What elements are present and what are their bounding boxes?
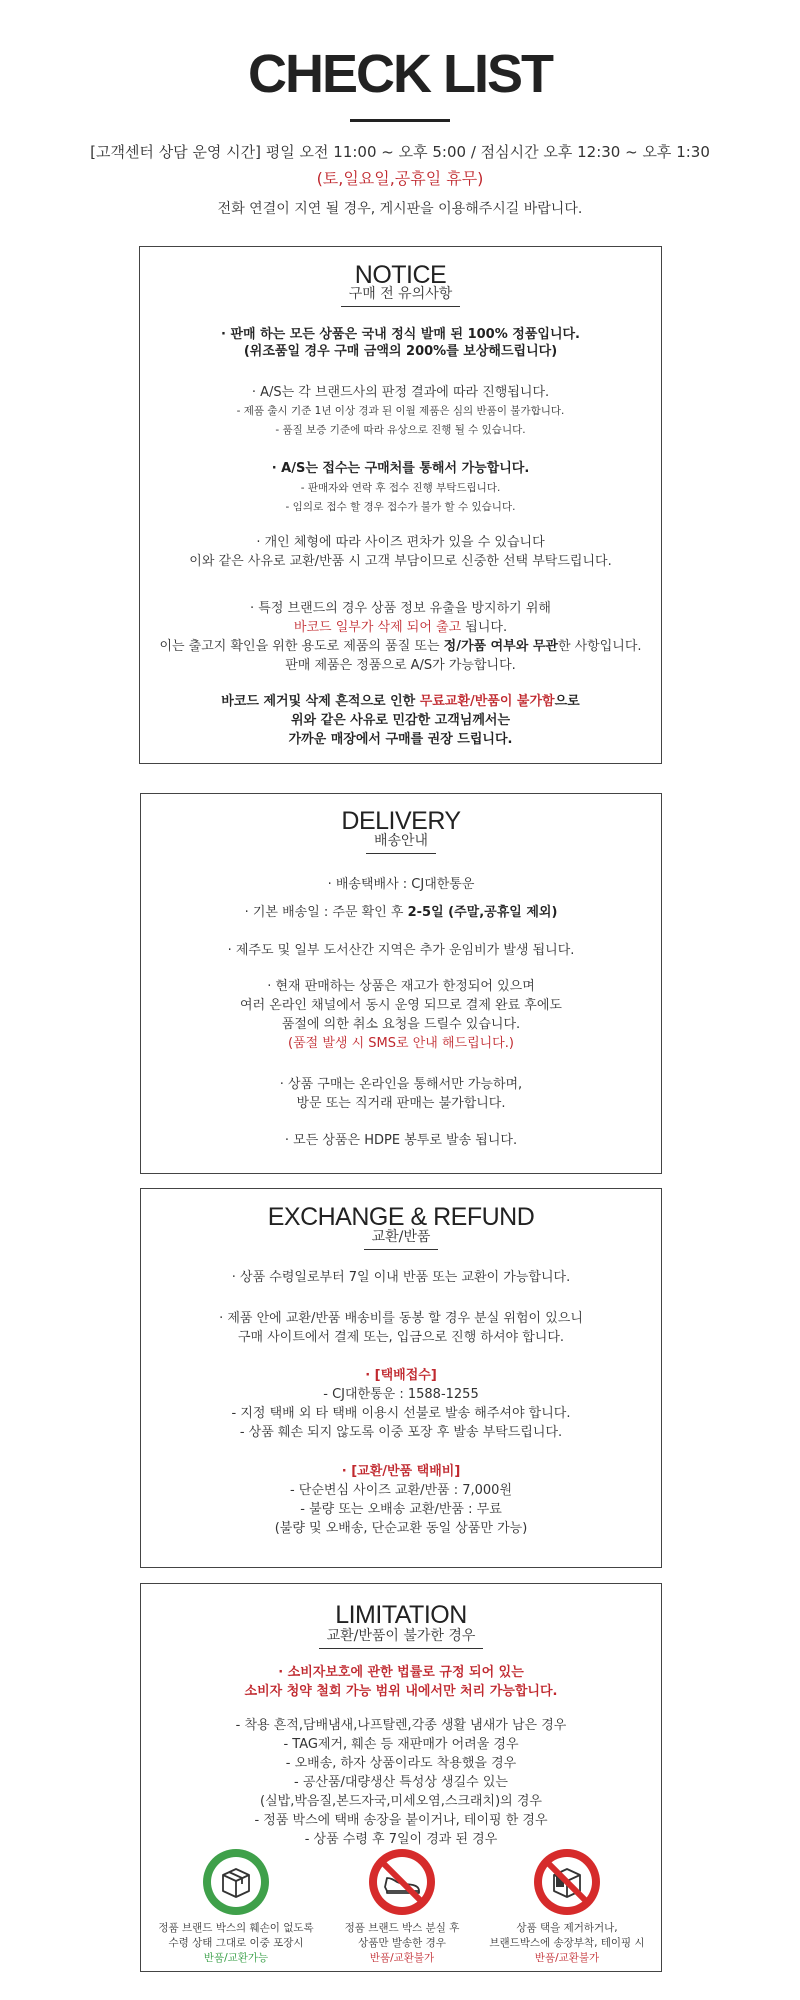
limitation-line: - 정품 박스에 택배 송장을 붙이거나, 테이핑 한 경우 bbox=[254, 1813, 548, 1828]
exchange-line: - 상품 훼손 되지 않도록 이중 포장 후 발송 부탁드립니다. bbox=[239, 1425, 563, 1440]
exchange-line: · 상품 수령일로부터 7일 이내 반품 또는 교환이 가능합니다. bbox=[231, 1270, 571, 1285]
notice-line: - 품질 보증 기준에 따라 유상으로 진행 될 수 있습니다. bbox=[275, 424, 526, 436]
notice-line: - 임의로 접수 할 경우 접수가 불가 할 수 있습니다. bbox=[285, 501, 516, 513]
notice-line: 이와 같은 사유로 교환/반품 시 고객 부담이므로 신중한 선택 부탁드립니다. bbox=[189, 554, 612, 569]
notice-line: 위와 같은 사유로 민감한 고객님께서는 bbox=[290, 713, 511, 728]
limitation-line: - TAG제거, 훼손 등 재판매가 어려울 경우 bbox=[283, 1737, 519, 1752]
icon-caption: 상품 택을 제거하거나, 브랜드박스에 송장부착, 테이핑 시 반품/교환불가 bbox=[489, 1922, 645, 1964]
exchange-line: · 제품 안에 교환/반품 배송비를 동봉 할 경우 분실 위험이 있으니 bbox=[219, 1311, 583, 1326]
limitation-line: - 상품 수령 후 7일이 경과 된 경우 bbox=[304, 1832, 498, 1847]
exchange-line: · [택배접수] bbox=[365, 1368, 437, 1383]
delivery-title: DELIVERY bbox=[341, 807, 461, 835]
notice-line: - 판매자와 연락 후 접수 진행 부탁드립니다. bbox=[300, 482, 501, 494]
limitation-section bbox=[140, 1583, 662, 1972]
notice-line: · 개인 체형에 따라 사이즈 편차가 있을 수 있습니다 bbox=[256, 535, 545, 550]
notice-subtitle: 구매 전 유의사항 bbox=[140, 285, 661, 307]
notice-line: 이는 출고지 확인을 위한 용도로 제품의 품질 또는 정/가품 여부와 무관한 사항입니다. bbox=[159, 639, 642, 654]
page-title: CHECK LIST bbox=[248, 44, 552, 104]
no-box-tape-icon bbox=[532, 1847, 602, 1917]
delivery-line: 여러 온라인 채널에서 동시 운영 되므로 결제 완료 후에도 bbox=[240, 998, 562, 1013]
notice-line: · 특정 브랜드의 경우 상품 정보 유출을 방지하기 위해 bbox=[250, 601, 551, 616]
limitation-title: LIMITATION bbox=[335, 1601, 467, 1629]
notice-line: - 제품 출시 기준 1년 이상 경과 된 이월 제품은 심의 반품이 불가합니다. bbox=[236, 405, 565, 417]
exchange-title: EXCHANGE & REFUND bbox=[267, 1203, 535, 1231]
notice-line: · A/S는 접수는 구매처를 통해서 가능합니다. bbox=[271, 461, 530, 476]
notice-line: 판매 제품은 정품으로 A/S가 가능합니다. bbox=[285, 658, 516, 673]
notice-title: NOTICE bbox=[354, 261, 447, 289]
exchange-line: 구매 사이트에서 결제 또는, 입금으로 진행 하셔야 합니다. bbox=[237, 1330, 565, 1345]
notice-line: · 판매 하는 모든 상품은 국내 정식 발매 된 100% 정품입니다. bbox=[220, 327, 581, 342]
exchange-line: - 단순변심 사이즈 교환/반품 : 7,000원 bbox=[289, 1483, 513, 1498]
limitation-line: (실밥,박음질,본드자국,미세오염,스크래치)의 경우 bbox=[260, 1794, 542, 1809]
exchange-line: - 지정 택배 외 타 택배 이용시 선불로 발송 해주셔야 합니다. bbox=[231, 1406, 571, 1421]
notice-line: (위조품일 경우 구매 금액의 200%를 보상해드립니다) bbox=[243, 344, 558, 359]
icon-caption: 정품 브랜드 박스의 훼손이 없도록 수령 상태 그대로 이중 포장시 반품/교환가능 bbox=[158, 1922, 314, 1964]
notice-line: 바코드 일부가 삭제 되어 출고 됩니다. bbox=[293, 620, 508, 635]
exchange-subtitle: 교환/반품 bbox=[141, 1228, 661, 1250]
no-shoe-icon bbox=[367, 1847, 437, 1917]
delivery-line: · 모든 상품은 HDPE 봉투로 발송 됩니다. bbox=[284, 1133, 518, 1148]
limitation-line: - 착용 흔적,담배냄새,나프탈렌,각종 생활 냄새가 남은 경우 bbox=[235, 1718, 567, 1733]
limitation-subtitle: 교환/반품이 불가한 경우 bbox=[141, 1627, 661, 1649]
exchange-line: - 불량 또는 오배송 교환/반품 : 무료 bbox=[300, 1502, 502, 1517]
limitation-line: · 소비자보호에 관한 법률로 규정 되어 있는 bbox=[278, 1665, 524, 1680]
notice-line: 바코드 제거및 삭제 흔적으로 인한 무료교환/반품이 불가함으로 bbox=[221, 694, 580, 709]
delivery-line: · 배송택배사 : CJ대한통운 bbox=[327, 877, 475, 892]
notice-section bbox=[139, 246, 662, 764]
delivery-line: · 제주도 및 일부 도서산간 지역은 추가 운임비가 발생 됩니다. bbox=[227, 943, 575, 958]
exchange-section bbox=[140, 1188, 662, 1568]
notice-line: 가까운 매장에서 구매를 권장 드립니다. bbox=[288, 732, 513, 747]
limitation-line: - 공산품/대량생산 특성상 생길수 있는 bbox=[294, 1775, 508, 1790]
limitation-line: 소비자 청약 철회 가능 범위 내에서만 처리 가능합니다. bbox=[244, 1684, 558, 1699]
delivery-subtitle: 배송안내 bbox=[141, 832, 661, 854]
exchange-line: (불량 및 오배송, 단순교환 동일 상품만 가능) bbox=[274, 1521, 528, 1536]
exchange-line: · [교환/반품 택배비] bbox=[341, 1464, 461, 1479]
delivery-line: 방문 또는 직거래 판매는 불가합니다. bbox=[296, 1096, 506, 1111]
holiday-notice: (토,일요일,공휴일 휴무) bbox=[316, 169, 484, 188]
delivery-line: (품절 발생 시 SMS로 안내 해드립니다.) bbox=[288, 1036, 514, 1051]
limitation-line: - 오배송, 하자 상품이라도 착용했을 경우 bbox=[285, 1756, 517, 1771]
delivery-line: 품절에 의한 취소 요청을 드릴수 있습니다. bbox=[281, 1017, 521, 1032]
delivery-line: · 기본 배송일 : 주문 확인 후 2-5일 (주말,공휴일 제외) bbox=[244, 905, 558, 920]
box-icon bbox=[201, 1847, 271, 1917]
icon-caption: 정품 브랜드 박스 분실 후 상품만 발송한 경우 반품/교환불가 bbox=[344, 1922, 460, 1964]
delivery-line: · 상품 구매는 온라인을 통해서만 가능하며, bbox=[279, 1077, 523, 1092]
exchange-line: - CJ대한통운 : 1588-1255 bbox=[323, 1387, 479, 1402]
delivery-line: · 현재 판매하는 상품은 재고가 한정되어 있으며 bbox=[267, 979, 535, 994]
support-hours: [고객센터 상담 운영 시간] 평일 오전 11:00 ~ 오후 5:00 / 점심시간 오후 12:30 ~ 오후 1:30 bbox=[90, 143, 710, 161]
delivery-section bbox=[140, 793, 662, 1174]
notice-line: · A/S는 각 브랜드사의 판정 결과에 따라 진행됩니다. bbox=[251, 385, 550, 400]
header bbox=[0, 0, 800, 235]
phone-note: 전화 연결이 지연 될 경우, 게시판을 이용해주시길 바랍니다. bbox=[217, 201, 583, 217]
title-divider bbox=[350, 119, 450, 122]
